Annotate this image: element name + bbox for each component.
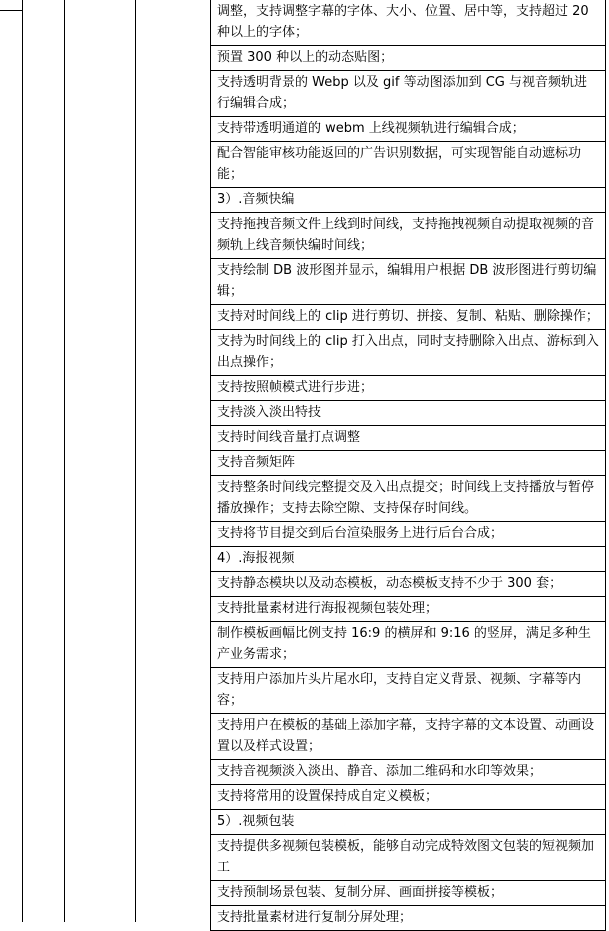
table-row bbox=[211, 376, 606, 401]
table-cell: 支持批量素材进行海报视频包装处理； bbox=[211, 597, 606, 622]
table-row bbox=[211, 476, 606, 522]
table-cell: 支持拖拽音频文件上线到时间线，支持拖拽视频自动提取视频的音频轨上线音频快编时间线； bbox=[211, 213, 606, 259]
table-cell: 支持音频矩阵 bbox=[211, 451, 606, 476]
table-row bbox=[211, 760, 606, 785]
left-stub-line bbox=[0, 10, 22, 11]
section-heading-row bbox=[211, 188, 606, 213]
table-row bbox=[211, 597, 606, 622]
table-cell: 支持将常用的设置保持成自定义模板； bbox=[211, 785, 606, 810]
table-cell: 支持提供多视频包装模板，能够自动完成特效图文包装的短视频加工 bbox=[211, 835, 606, 881]
section-heading: 3）.音频快编 bbox=[211, 188, 606, 213]
table-cell: 支持绘制 DB 波形图并显示，编辑用户根据 DB 波形图进行剪切编辑； bbox=[211, 259, 606, 305]
table-cell: 支持透明背景的 Webp 以及 gif 等动图添加到 CG 与视音频轨进行编辑合成； bbox=[211, 71, 606, 117]
table-row bbox=[211, 401, 606, 426]
column-border-2 bbox=[64, 0, 65, 922]
table-row bbox=[211, 330, 606, 376]
table-row bbox=[211, 835, 606, 881]
table-row bbox=[211, 622, 606, 668]
table-cell: 支持音视频淡入淡出、静音、添加二维码和水印等效果； bbox=[211, 760, 606, 785]
table-row bbox=[211, 451, 606, 476]
table-row bbox=[211, 426, 606, 451]
table-cell: 预置 300 种以上的动态贴图； bbox=[211, 46, 606, 71]
table-row bbox=[211, 785, 606, 810]
table-cell: 支持对时间线上的 clip 进行剪切、拼接、复制、粘贴、删除操作； bbox=[211, 305, 606, 330]
table-row bbox=[211, 213, 606, 259]
table-row bbox=[211, 0, 606, 46]
table-cell: 支持整条时间线完整提交及入出点提交；时间线上支持播放与暂停播放操作；支持去除空隙、支持保存时间线。 bbox=[211, 476, 606, 522]
table-cell: 支持时间线音量打点调整 bbox=[211, 426, 606, 451]
table-row bbox=[211, 572, 606, 597]
column-border-1 bbox=[22, 0, 23, 922]
column-border-3 bbox=[135, 0, 136, 922]
table-row bbox=[211, 305, 606, 330]
table-cell: 支持静态模块以及动态模板，动态模板支持不少于 300 套； bbox=[211, 572, 606, 597]
section-heading-row bbox=[211, 547, 606, 572]
table-cell: 支持按照帧模式进行步进； bbox=[211, 376, 606, 401]
table-row bbox=[211, 906, 606, 931]
table-cell: 支持为时间线上的 clip 打入出点，同时支持删除入出点、游标到入出点操作； bbox=[211, 330, 606, 376]
table-cell: 配合智能审核功能返回的广告识别数据，可实现智能自动遮标功能； bbox=[211, 142, 606, 188]
spec-table bbox=[210, 0, 606, 931]
table-row bbox=[211, 714, 606, 760]
table-cell: 调整，支持调整字幕的字体、大小、位置、居中等，支持超过 20 种以上的字体； bbox=[211, 0, 606, 46]
section-heading: 4）.海报视频 bbox=[211, 547, 606, 572]
table-cell: 支持淡入淡出特技 bbox=[211, 401, 606, 426]
table-row bbox=[211, 142, 606, 188]
table-row bbox=[211, 117, 606, 142]
table-cell: 支持用户添加片头片尾水印，支持自定义背景、视频、字幕等内容； bbox=[211, 668, 606, 714]
table-cell: 支持预制场景包装、复制分屏、画面拼接等模板； bbox=[211, 881, 606, 906]
table-cell: 支持批量素材进行复制分屏处理； bbox=[211, 906, 606, 931]
table-row bbox=[211, 881, 606, 906]
table-row bbox=[211, 668, 606, 714]
table-row bbox=[211, 71, 606, 117]
table-cell: 支持带透明通道的 webm 上线视频轨进行编辑合成； bbox=[211, 117, 606, 142]
table-cell: 制作模板画幅比例支持 16:9 的横屏和 9:16 的竖屏，满足多种生产业务需求； bbox=[211, 622, 606, 668]
table-cell: 支持用户在模板的基础上添加字幕，支持字幕的文本设置、动画设置以及样式设置； bbox=[211, 714, 606, 760]
section-heading: 5）.视频包装 bbox=[211, 810, 606, 835]
table-row bbox=[211, 522, 606, 547]
table-cell: 支持将节目提交到后台渲染服务上进行后台合成； bbox=[211, 522, 606, 547]
table-row bbox=[211, 46, 606, 71]
table-row bbox=[211, 259, 606, 305]
section-heading-row bbox=[211, 810, 606, 835]
